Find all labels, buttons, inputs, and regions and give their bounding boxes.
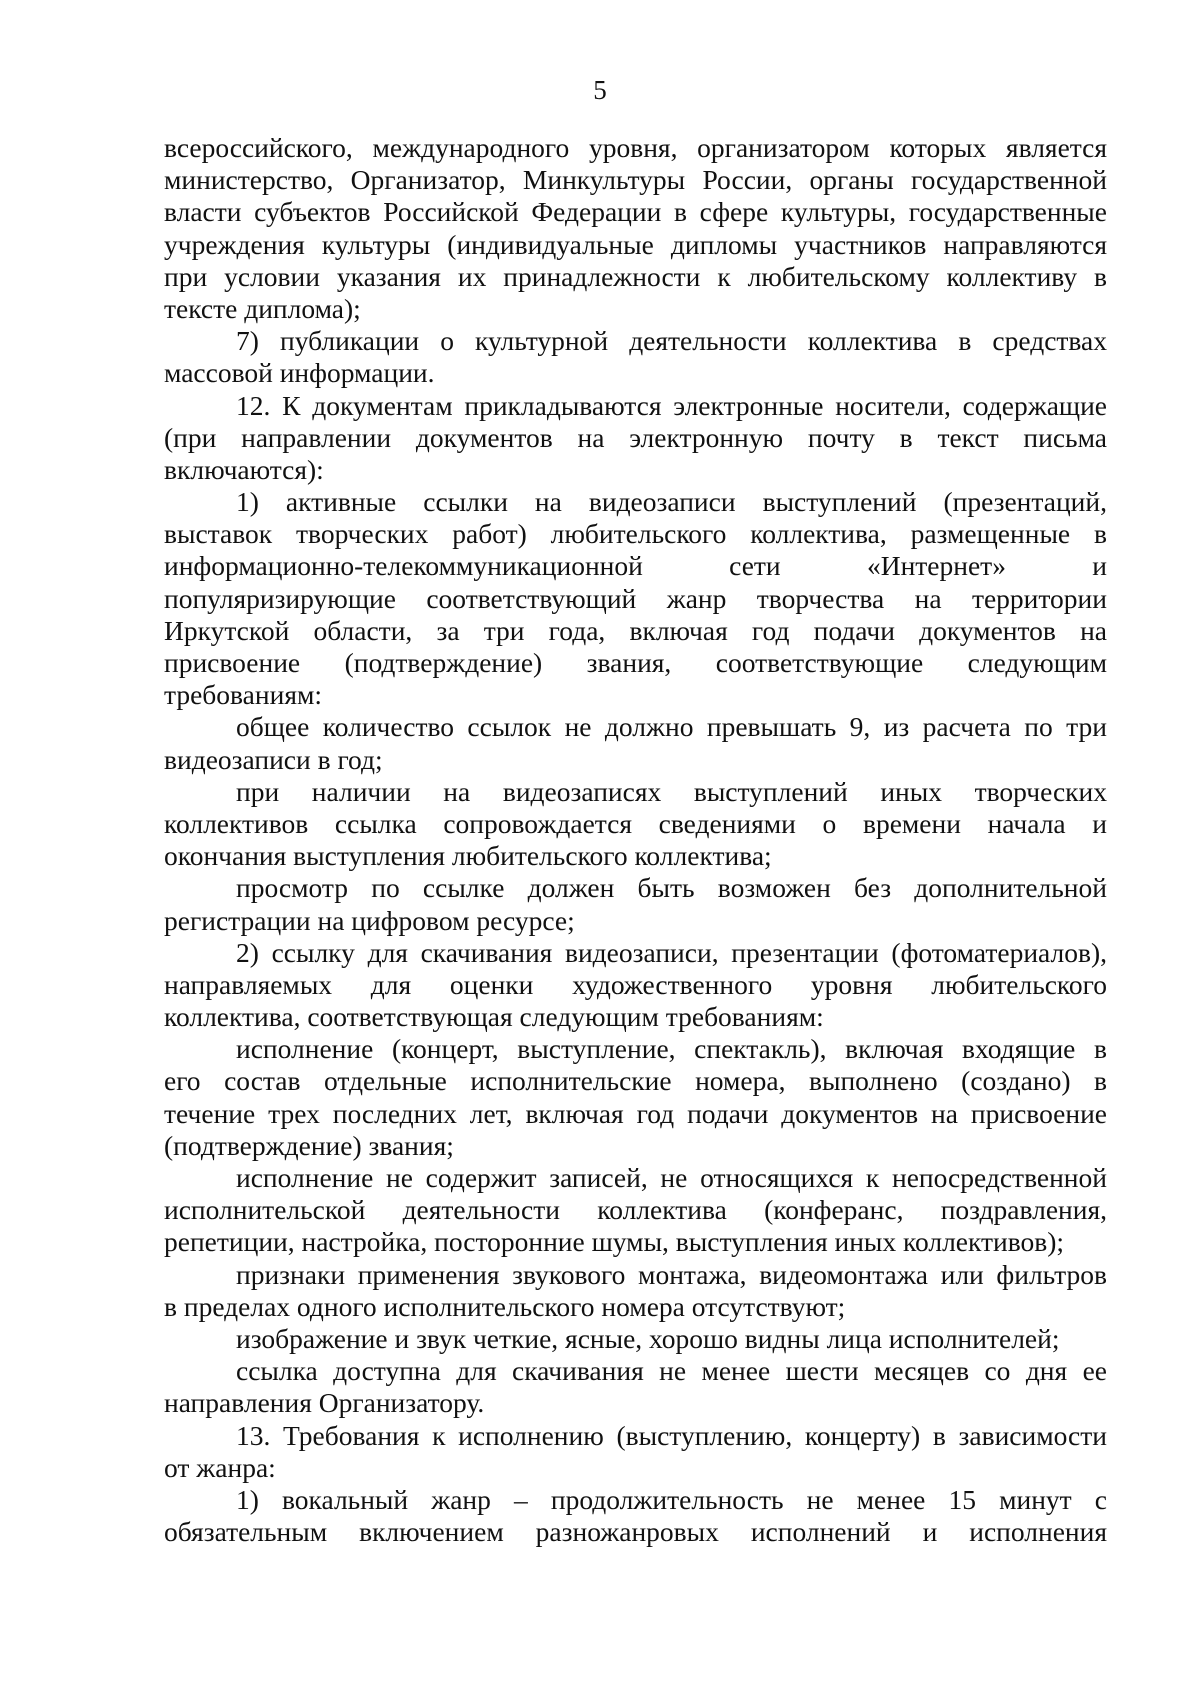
text-line: при условии указания их принадлежности к любительскому коллективу в — [164, 260, 1107, 292]
text-line: Иркутской области, за три года, включая год подачи документов на — [164, 614, 1107, 646]
text-line: исполнение не содержит записей, не относящихся к непосредственной — [236, 1162, 1107, 1193]
text-line: власти субъектов Российской Федерации в сфере культуры, государственные — [164, 196, 1107, 228]
text-line: присвоение (подтверждение) звания, соответствующие следующим — [164, 647, 1107, 678]
text-line: репетиции, настройка, посторонние шумы, выступления иных коллективов); — [164, 1226, 1065, 1258]
text-line: учреждения культуры (индивидуальные дипломы участников направляются — [164, 228, 1107, 260]
text-line: окончания выступления любительского коллектива; — [164, 840, 772, 872]
text-line: 12. К документам прикладываются электронные носители, содержащие — [236, 389, 1107, 421]
text-line: массовой информации. — [164, 357, 435, 389]
text-line: (подтверждение) звания; — [164, 1129, 454, 1161]
text-line: обязательным включением разножанровых исполнений и исполнения — [164, 1516, 1107, 1548]
text-line: при наличии на видеозаписях выступлений иных творческих — [236, 775, 1107, 807]
text-line: популяризирующие соответствующий жанр творчества на территории — [164, 582, 1107, 614]
text-line: общее количество ссылок не должно превышать 9, из расчета по три — [236, 711, 1107, 743]
text-line: 1) вокальный жанр – продолжительность не менее 15 минут с — [236, 1483, 1107, 1515]
text-line: его состав отдельные исполнительские номера, выполнено (создано) в — [164, 1065, 1107, 1097]
text-line: изображение и звук четкие, ясные, хорошо видны лица исполнителей; — [236, 1322, 1060, 1354]
document-body — [164, 132, 1107, 1548]
text-line: всероссийского, международного уровня, организатором которых является — [164, 132, 1107, 163]
text-line: от жанра: — [164, 1451, 276, 1483]
text-line: тексте диплома); — [164, 292, 361, 324]
text-line: министерство, Организатор, Минкультуры России, органы государственной — [164, 164, 1107, 196]
text-line: 1) активные ссылки на видеозаписи выступлений (презентаций, — [236, 486, 1107, 518]
text-line: видеозаписи в год; — [164, 743, 383, 775]
text-line: коллектива, соответствующая следующим требованиям: — [164, 1001, 824, 1033]
text-line: 2) ссылку для скачивания видеозаписи, презентации (фотоматериалов), — [236, 936, 1107, 968]
text-line: требованиям: — [164, 679, 323, 711]
page-number: 5 — [593, 75, 607, 105]
text-line: направляемых для оценки художественного уровня любительского — [164, 968, 1107, 1000]
text-line: просмотр по ссылке должен быть возможен без дополнительной — [236, 872, 1107, 904]
text-line: 7) публикации о культурной деятельности коллектива в средствах — [236, 325, 1107, 357]
text-line: исполнительской деятельности коллектива (конферанс, поздравления, — [164, 1194, 1107, 1226]
text-line: в пределах одного исполнительского номера отсутствуют; — [164, 1290, 846, 1322]
text-line: (при направлении документов на электронную почту в текст письма — [164, 421, 1107, 453]
text-line: информационно-телекоммуникационной сети «Интернет» и — [164, 550, 1107, 582]
text-line: ссылка доступна для скачивания не менее шести месяцев со дня ее — [236, 1355, 1107, 1387]
text-line: регистрации на цифровом ресурсе; — [164, 904, 575, 936]
text-line: коллективов ссылка сопровождается сведениями о времени начала и — [164, 807, 1107, 839]
text-line: течение трех последних лет, включая год подачи документов на присвоение — [164, 1097, 1107, 1129]
text-line: выставок творческих работ) любительского коллектива, размещенные в — [164, 518, 1107, 550]
text-line: включаются): — [164, 453, 324, 485]
text-line: признаки применения звукового монтажа, видеомонтажа или фильтров — [236, 1258, 1107, 1290]
text-line: 13. Требования к исполнению (выступлению, концерту) в зависимости — [236, 1419, 1107, 1451]
text-line: направления Организатору. — [164, 1387, 485, 1419]
text-line: исполнение (концерт, выступление, спектакль), включая входящие в — [236, 1033, 1107, 1065]
